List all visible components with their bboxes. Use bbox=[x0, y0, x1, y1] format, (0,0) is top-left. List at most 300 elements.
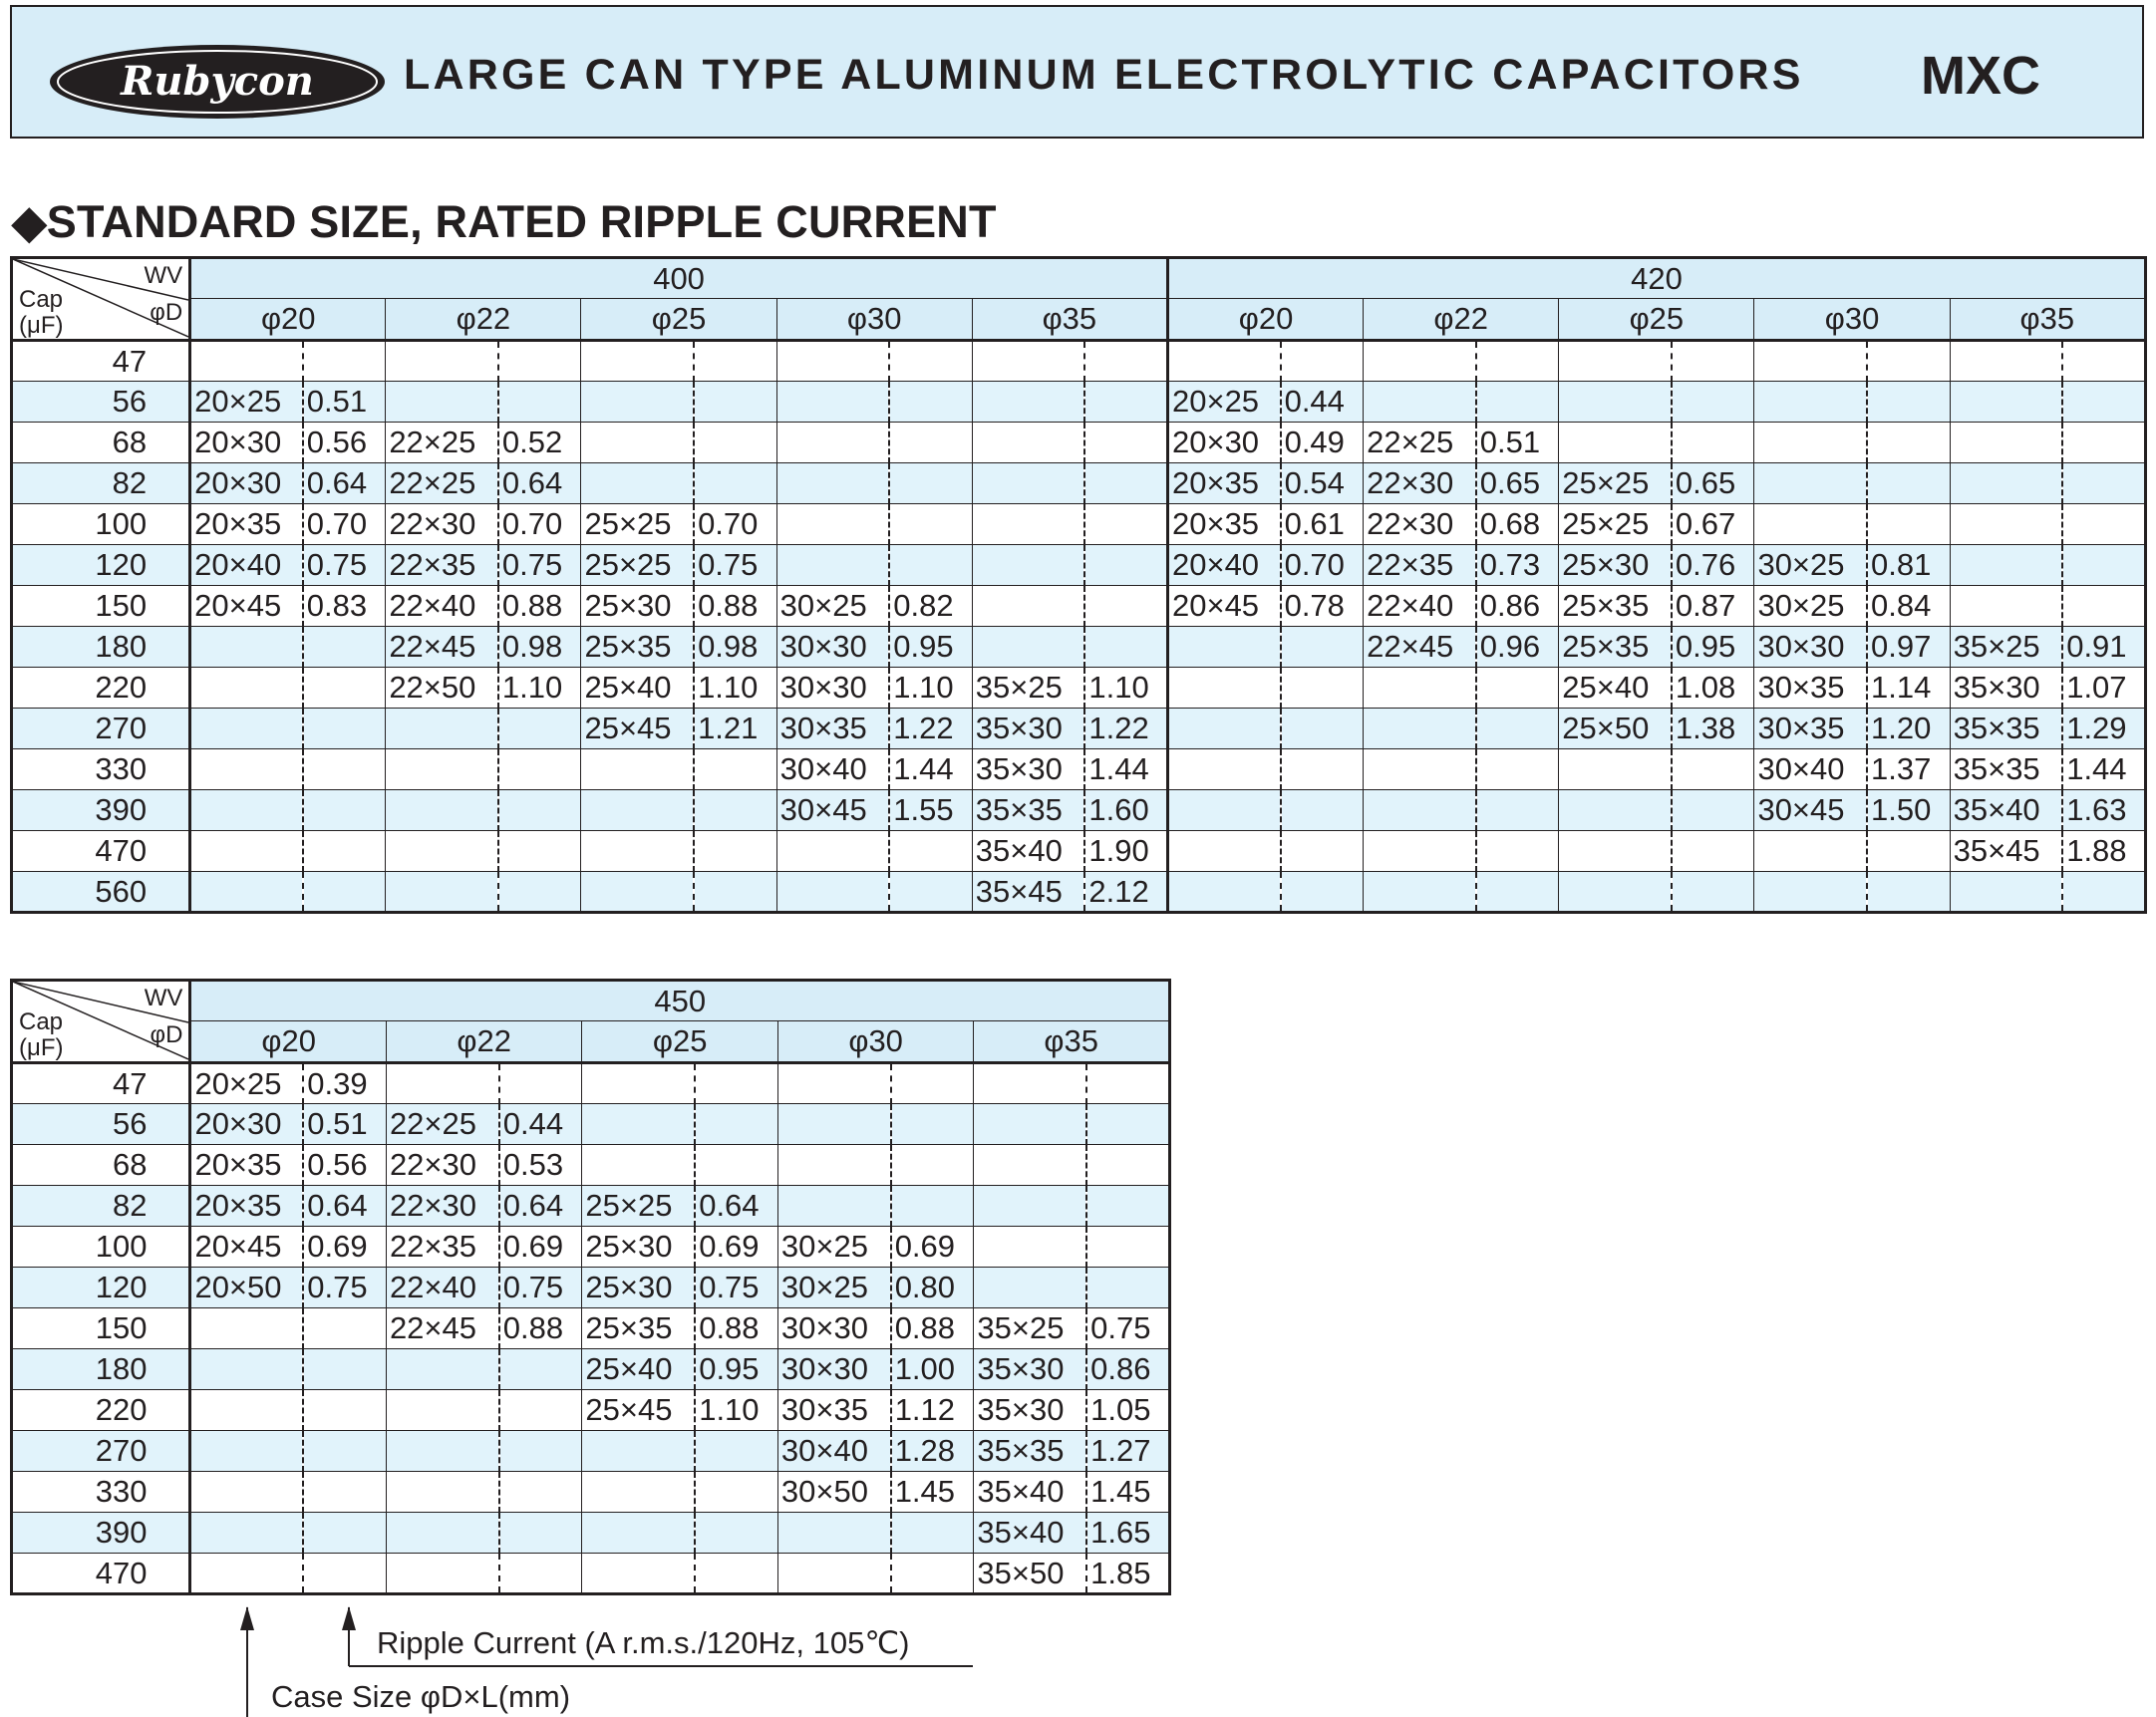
ripple-current: 1.22 bbox=[1084, 709, 1167, 749]
diameter-header: φ35 bbox=[974, 1021, 1170, 1063]
ripple-current: 0.81 bbox=[1867, 545, 1950, 586]
ripple-current: 0.67 bbox=[1672, 504, 1754, 545]
case-size bbox=[1364, 831, 1476, 872]
case-size bbox=[1754, 872, 1867, 913]
table-row bbox=[12, 382, 2146, 423]
ripple-current: 1.29 bbox=[2062, 709, 2145, 749]
diameter-header: φ20 bbox=[190, 299, 386, 341]
case-size bbox=[1167, 872, 1280, 913]
table-row bbox=[12, 1431, 1170, 1472]
ripple-current bbox=[498, 341, 581, 382]
ripple-current bbox=[303, 668, 386, 709]
case-size: 30×50 bbox=[777, 1472, 890, 1513]
case-size bbox=[190, 790, 303, 831]
ripple-current bbox=[889, 504, 972, 545]
case-size: 20×35 bbox=[190, 504, 303, 545]
table-row bbox=[12, 1227, 1170, 1268]
ripple-current: 0.64 bbox=[498, 463, 581, 504]
ripple-current: 0.73 bbox=[1476, 545, 1559, 586]
ripple-current bbox=[303, 1472, 386, 1513]
case-size bbox=[582, 1431, 695, 1472]
diameter-header: φ25 bbox=[582, 1021, 777, 1063]
case-size bbox=[386, 341, 498, 382]
case-size bbox=[777, 1554, 890, 1594]
capacitance-value: 68 bbox=[12, 1145, 190, 1186]
case-size: 35×25 bbox=[974, 1308, 1086, 1349]
ripple-current: 1.44 bbox=[2062, 749, 2145, 790]
case-size bbox=[776, 872, 889, 913]
case-size: 30×30 bbox=[777, 1308, 890, 1349]
ripple-current bbox=[2062, 504, 2145, 545]
case-size bbox=[581, 341, 694, 382]
ripple-current bbox=[1672, 831, 1754, 872]
ripple-current: 0.75 bbox=[1086, 1308, 1169, 1349]
ripple-current bbox=[1476, 341, 1559, 382]
ripple-current bbox=[694, 423, 776, 463]
case-size bbox=[190, 872, 303, 913]
ripple-current bbox=[695, 1145, 777, 1186]
table-row bbox=[12, 1349, 1170, 1390]
ripple-current: 0.91 bbox=[2062, 627, 2145, 668]
table-row bbox=[12, 709, 2146, 749]
header-banner bbox=[10, 5, 2144, 139]
diameter-header: φ35 bbox=[1950, 299, 2145, 341]
ripple-current: 1.07 bbox=[2062, 668, 2145, 709]
table-corner-cell bbox=[12, 258, 190, 341]
case-size bbox=[972, 382, 1084, 423]
case-size bbox=[974, 1145, 1086, 1186]
case-size bbox=[974, 1104, 1086, 1145]
ripple-current: 1.28 bbox=[891, 1431, 974, 1472]
case-size: 25×35 bbox=[1559, 586, 1672, 627]
case-size: 35×35 bbox=[972, 790, 1084, 831]
ripple-current: 0.95 bbox=[1672, 627, 1754, 668]
ripple-current: 0.64 bbox=[303, 463, 386, 504]
diameter-header: φ35 bbox=[972, 299, 1167, 341]
case-size: 30×30 bbox=[776, 627, 889, 668]
case-size bbox=[190, 1513, 303, 1554]
ripple-current bbox=[303, 341, 386, 382]
ripple-current: 0.51 bbox=[303, 1104, 386, 1145]
ripple-current: 1.45 bbox=[891, 1472, 974, 1513]
case-size: 35×30 bbox=[972, 749, 1084, 790]
case-size bbox=[582, 1513, 695, 1554]
case-size bbox=[581, 872, 694, 913]
case-size bbox=[190, 1554, 303, 1594]
ripple-current: 1.65 bbox=[1086, 1513, 1169, 1554]
case-size bbox=[190, 1431, 303, 1472]
ripple-current bbox=[1084, 463, 1167, 504]
ripple-current: 1.12 bbox=[891, 1390, 974, 1431]
case-size: 22×40 bbox=[386, 1268, 498, 1308]
case-size bbox=[1950, 504, 2062, 545]
ripple-current: 0.98 bbox=[694, 627, 776, 668]
ripple-current: 0.83 bbox=[303, 586, 386, 627]
ripple-current: 0.65 bbox=[1476, 463, 1559, 504]
capacitance-value: 100 bbox=[12, 1227, 190, 1268]
case-size bbox=[1950, 872, 2062, 913]
ripple-current bbox=[891, 1554, 974, 1594]
case-size bbox=[386, 382, 498, 423]
case-size: 20×35 bbox=[190, 1186, 303, 1227]
case-size bbox=[1167, 341, 1280, 382]
case-size: 25×30 bbox=[582, 1268, 695, 1308]
ripple-current bbox=[303, 1431, 386, 1472]
case-size bbox=[1950, 463, 2062, 504]
ripple-current: 1.60 bbox=[1084, 790, 1167, 831]
case-size: 35×40 bbox=[974, 1472, 1086, 1513]
case-size: 20×45 bbox=[190, 586, 303, 627]
ripple-current: 0.49 bbox=[1281, 423, 1364, 463]
case-size: 25×25 bbox=[1559, 463, 1672, 504]
ripple-current: 0.51 bbox=[1476, 423, 1559, 463]
ripple-current bbox=[695, 1063, 777, 1104]
ripple-current: 1.50 bbox=[1867, 790, 1950, 831]
ripple-current: 0.87 bbox=[1672, 586, 1754, 627]
case-size: 22×50 bbox=[386, 668, 498, 709]
voltage-header: 450 bbox=[190, 981, 1170, 1021]
ripple-current bbox=[891, 1104, 974, 1145]
case-size bbox=[1950, 382, 2062, 423]
ripple-current bbox=[1086, 1145, 1169, 1186]
ripple-current bbox=[695, 1431, 777, 1472]
case-size bbox=[1364, 341, 1476, 382]
case-size: 25×35 bbox=[581, 627, 694, 668]
case-size bbox=[190, 1472, 303, 1513]
diameter-label: φD bbox=[150, 1021, 183, 1048]
case-size: 20×45 bbox=[190, 1227, 303, 1268]
ripple-current bbox=[1084, 545, 1167, 586]
capacitance-value: 470 bbox=[12, 1554, 190, 1594]
diameter-header: φ22 bbox=[386, 1021, 581, 1063]
case-size: 22×25 bbox=[386, 463, 498, 504]
ripple-current: 1.27 bbox=[1086, 1431, 1169, 1472]
ripple-current: 0.69 bbox=[499, 1227, 582, 1268]
ripple-current bbox=[303, 1390, 386, 1431]
ripple-current bbox=[1672, 790, 1754, 831]
ripple-current: 0.69 bbox=[695, 1227, 777, 1268]
table-row bbox=[12, 1145, 1170, 1186]
case-size bbox=[1559, 341, 1672, 382]
case-size: 30×40 bbox=[1754, 749, 1867, 790]
ripple-current bbox=[303, 1554, 386, 1594]
ripple-current bbox=[891, 1145, 974, 1186]
case-size: 30×40 bbox=[776, 749, 889, 790]
case-size: 22×35 bbox=[386, 545, 498, 586]
ripple-current bbox=[891, 1063, 974, 1104]
capacitance-value: 220 bbox=[12, 668, 190, 709]
ripple-current: 0.95 bbox=[695, 1349, 777, 1390]
table-row bbox=[12, 749, 2146, 790]
case-size bbox=[1364, 749, 1476, 790]
diameter-label: φD bbox=[150, 299, 183, 326]
ripple-current bbox=[303, 1349, 386, 1390]
ripple-current bbox=[498, 749, 581, 790]
ripple-current bbox=[1086, 1227, 1169, 1268]
ripple-current bbox=[498, 382, 581, 423]
case-size: 30×25 bbox=[776, 586, 889, 627]
ripple-current bbox=[1672, 423, 1754, 463]
ripple-current bbox=[1476, 749, 1559, 790]
table-row bbox=[12, 1104, 1170, 1145]
table-row bbox=[12, 1186, 1170, 1227]
case-size bbox=[582, 1063, 695, 1104]
ripple-current: 0.64 bbox=[499, 1186, 582, 1227]
ripple-current bbox=[499, 1431, 582, 1472]
case-size bbox=[190, 1349, 303, 1390]
ripple-current: 0.52 bbox=[498, 423, 581, 463]
case-size: 20×30 bbox=[190, 1104, 303, 1145]
case-size: 22×35 bbox=[1364, 545, 1476, 586]
case-size bbox=[1364, 668, 1476, 709]
case-size bbox=[972, 423, 1084, 463]
ripple-current bbox=[303, 627, 386, 668]
case-size: 20×30 bbox=[1167, 423, 1280, 463]
ripple-current bbox=[1867, 382, 1950, 423]
case-size bbox=[1559, 749, 1672, 790]
ripple-current bbox=[1281, 627, 1364, 668]
case-size bbox=[1754, 463, 1867, 504]
table-row bbox=[12, 504, 2146, 545]
case-size: 30×35 bbox=[777, 1390, 890, 1431]
case-size: 35×35 bbox=[1950, 749, 2062, 790]
ripple-current bbox=[1281, 831, 1364, 872]
table-row bbox=[12, 831, 2146, 872]
capacitance-value: 390 bbox=[12, 790, 190, 831]
case-size bbox=[1364, 790, 1476, 831]
case-size bbox=[1950, 423, 2062, 463]
case-size: 20×30 bbox=[190, 463, 303, 504]
ripple-current: 0.70 bbox=[303, 504, 386, 545]
diameter-header: φ20 bbox=[190, 1021, 386, 1063]
case-size: 20×35 bbox=[1167, 504, 1280, 545]
case-size: 25×45 bbox=[581, 709, 694, 749]
table-row bbox=[12, 545, 2146, 586]
ripple-current: 2.12 bbox=[1084, 872, 1167, 913]
ripple-current bbox=[303, 709, 386, 749]
case-size bbox=[974, 1227, 1086, 1268]
diameter-header: φ22 bbox=[386, 299, 581, 341]
ripple-current: 0.82 bbox=[889, 586, 972, 627]
ripple-current: 1.90 bbox=[1084, 831, 1167, 872]
case-size bbox=[581, 463, 694, 504]
case-size bbox=[974, 1063, 1086, 1104]
ripple-current bbox=[889, 341, 972, 382]
ripple-current bbox=[498, 790, 581, 831]
capacitance-value: 82 bbox=[12, 463, 190, 504]
capacitance-value: 150 bbox=[12, 586, 190, 627]
case-size bbox=[1167, 749, 1280, 790]
case-size bbox=[582, 1472, 695, 1513]
ripple-current bbox=[694, 749, 776, 790]
case-size bbox=[386, 1513, 498, 1554]
case-size bbox=[1559, 831, 1672, 872]
ripple-current bbox=[695, 1554, 777, 1594]
case-size bbox=[582, 1104, 695, 1145]
case-size bbox=[1754, 831, 1867, 872]
case-size: 30×45 bbox=[1754, 790, 1867, 831]
diameter-header: φ25 bbox=[1559, 299, 1754, 341]
case-size: 30×40 bbox=[777, 1431, 890, 1472]
case-size: 25×50 bbox=[1559, 709, 1672, 749]
case-size bbox=[974, 1186, 1086, 1227]
case-size: 22×40 bbox=[386, 586, 498, 627]
case-size: 35×35 bbox=[1950, 709, 2062, 749]
case-size: 25×45 bbox=[582, 1390, 695, 1431]
ripple-current: 1.20 bbox=[1867, 709, 1950, 749]
capacitance-value: 220 bbox=[12, 1390, 190, 1431]
ripple-current: 0.68 bbox=[1476, 504, 1559, 545]
ripple-current: 1.45 bbox=[1086, 1472, 1169, 1513]
ripple-current bbox=[1084, 586, 1167, 627]
case-size: 25×40 bbox=[1559, 668, 1672, 709]
ripple-current bbox=[694, 831, 776, 872]
case-size bbox=[776, 382, 889, 423]
case-size bbox=[972, 463, 1084, 504]
ripple-current bbox=[2062, 545, 2145, 586]
ripple-current bbox=[1084, 382, 1167, 423]
case-size: 20×35 bbox=[1167, 463, 1280, 504]
ripple-current: 0.75 bbox=[694, 545, 776, 586]
case-size: 22×30 bbox=[1364, 504, 1476, 545]
case-size: 20×30 bbox=[190, 423, 303, 463]
case-size: 25×25 bbox=[1559, 504, 1672, 545]
capacitance-value: 47 bbox=[12, 1063, 190, 1104]
case-size bbox=[1364, 872, 1476, 913]
diameter-header: φ30 bbox=[776, 299, 972, 341]
ripple-current: 1.22 bbox=[889, 709, 972, 749]
case-size bbox=[386, 872, 498, 913]
ripple-current: 0.75 bbox=[499, 1268, 582, 1308]
case-size: 30×35 bbox=[776, 709, 889, 749]
table-row bbox=[12, 1268, 1170, 1308]
case-size: 30×35 bbox=[1754, 668, 1867, 709]
ripple-current: 1.38 bbox=[1672, 709, 1754, 749]
case-size: 25×25 bbox=[581, 504, 694, 545]
case-size: 22×25 bbox=[386, 423, 498, 463]
case-size bbox=[190, 341, 303, 382]
ripple-current bbox=[1867, 831, 1950, 872]
capacitance-value: 560 bbox=[12, 872, 190, 913]
capacitance-value: 180 bbox=[12, 1349, 190, 1390]
case-size: 22×25 bbox=[386, 1104, 498, 1145]
ripple-current: 0.86 bbox=[1476, 586, 1559, 627]
case-size bbox=[190, 668, 303, 709]
ripple-current bbox=[499, 1349, 582, 1390]
capacitance-value: 100 bbox=[12, 504, 190, 545]
ripple-current: 1.10 bbox=[695, 1390, 777, 1431]
ripple-current: 0.61 bbox=[1281, 504, 1364, 545]
case-size bbox=[1754, 382, 1867, 423]
ripple-current: 0.88 bbox=[695, 1308, 777, 1349]
case-size bbox=[386, 1349, 498, 1390]
case-size bbox=[1559, 382, 1672, 423]
capacitance-value: 82 bbox=[12, 1186, 190, 1227]
case-size bbox=[1559, 790, 1672, 831]
cap-label: Cap bbox=[19, 286, 64, 313]
case-size bbox=[972, 341, 1084, 382]
ripple-current: 0.75 bbox=[498, 545, 581, 586]
case-size bbox=[1559, 872, 1672, 913]
case-size: 22×30 bbox=[386, 1186, 498, 1227]
ripple-current: 0.80 bbox=[891, 1268, 974, 1308]
ripple-current bbox=[1084, 504, 1167, 545]
ripple-current bbox=[1476, 382, 1559, 423]
ripple-current: 0.76 bbox=[1672, 545, 1754, 586]
ripple-current bbox=[694, 382, 776, 423]
ripple-current: 0.70 bbox=[498, 504, 581, 545]
case-size: 35×40 bbox=[974, 1513, 1086, 1554]
case-size bbox=[386, 1554, 498, 1594]
case-size: 35×40 bbox=[1950, 790, 2062, 831]
case-size: 35×30 bbox=[974, 1390, 1086, 1431]
ripple-current bbox=[498, 709, 581, 749]
ripple-current bbox=[2062, 463, 2145, 504]
ripple-current bbox=[303, 790, 386, 831]
case-size bbox=[1167, 668, 1280, 709]
case-size bbox=[777, 1145, 890, 1186]
ripple-current bbox=[889, 463, 972, 504]
case-size bbox=[386, 1390, 498, 1431]
case-size bbox=[190, 749, 303, 790]
case-size bbox=[386, 709, 498, 749]
case-size bbox=[777, 1104, 890, 1145]
ripple-current: 0.98 bbox=[498, 627, 581, 668]
ripple-current bbox=[499, 1063, 582, 1104]
case-size: 22×45 bbox=[386, 1308, 498, 1349]
table-row bbox=[12, 1063, 1170, 1104]
case-size: 35×45 bbox=[1950, 831, 2062, 872]
ripple-current: 0.97 bbox=[1867, 627, 1950, 668]
cap-unit-label: (μF) bbox=[19, 1034, 64, 1061]
case-size bbox=[1167, 790, 1280, 831]
ripple-current bbox=[1281, 749, 1364, 790]
diameter-header: φ22 bbox=[1364, 299, 1559, 341]
table-row bbox=[12, 463, 2146, 504]
ripple-current: 1.14 bbox=[1867, 668, 1950, 709]
case-size: 25×30 bbox=[1559, 545, 1672, 586]
case-size: 22×30 bbox=[1364, 463, 1476, 504]
ripple-current bbox=[1281, 709, 1364, 749]
ripple-current bbox=[1867, 504, 1950, 545]
case-size bbox=[776, 831, 889, 872]
capacitance-value: 390 bbox=[12, 1513, 190, 1554]
ripple-current bbox=[889, 545, 972, 586]
case-size bbox=[581, 749, 694, 790]
ripple-current bbox=[499, 1554, 582, 1594]
ripple-table-450v bbox=[10, 979, 1171, 1595]
ripple-current: 0.64 bbox=[303, 1186, 386, 1227]
ripple-current: 1.44 bbox=[1084, 749, 1167, 790]
case-size bbox=[776, 423, 889, 463]
header-title: LARGE CAN TYPE ALUMINUM ELECTROLYTIC CAPACITORS bbox=[404, 51, 1804, 99]
ripple-current bbox=[889, 831, 972, 872]
ripple-current bbox=[1086, 1186, 1169, 1227]
diameter-header: φ20 bbox=[1167, 299, 1363, 341]
case-size bbox=[1559, 423, 1672, 463]
ripple-current bbox=[1281, 668, 1364, 709]
ripple-current: 0.75 bbox=[303, 1268, 386, 1308]
case-size bbox=[1364, 709, 1476, 749]
case-size: 20×25 bbox=[190, 1063, 303, 1104]
case-size: 30×25 bbox=[777, 1268, 890, 1308]
ripple-current bbox=[889, 423, 972, 463]
ripple-current: 0.53 bbox=[499, 1145, 582, 1186]
case-size bbox=[190, 627, 303, 668]
case-size: 20×45 bbox=[1167, 586, 1280, 627]
ripple-current bbox=[499, 1472, 582, 1513]
ripple-current bbox=[1281, 790, 1364, 831]
